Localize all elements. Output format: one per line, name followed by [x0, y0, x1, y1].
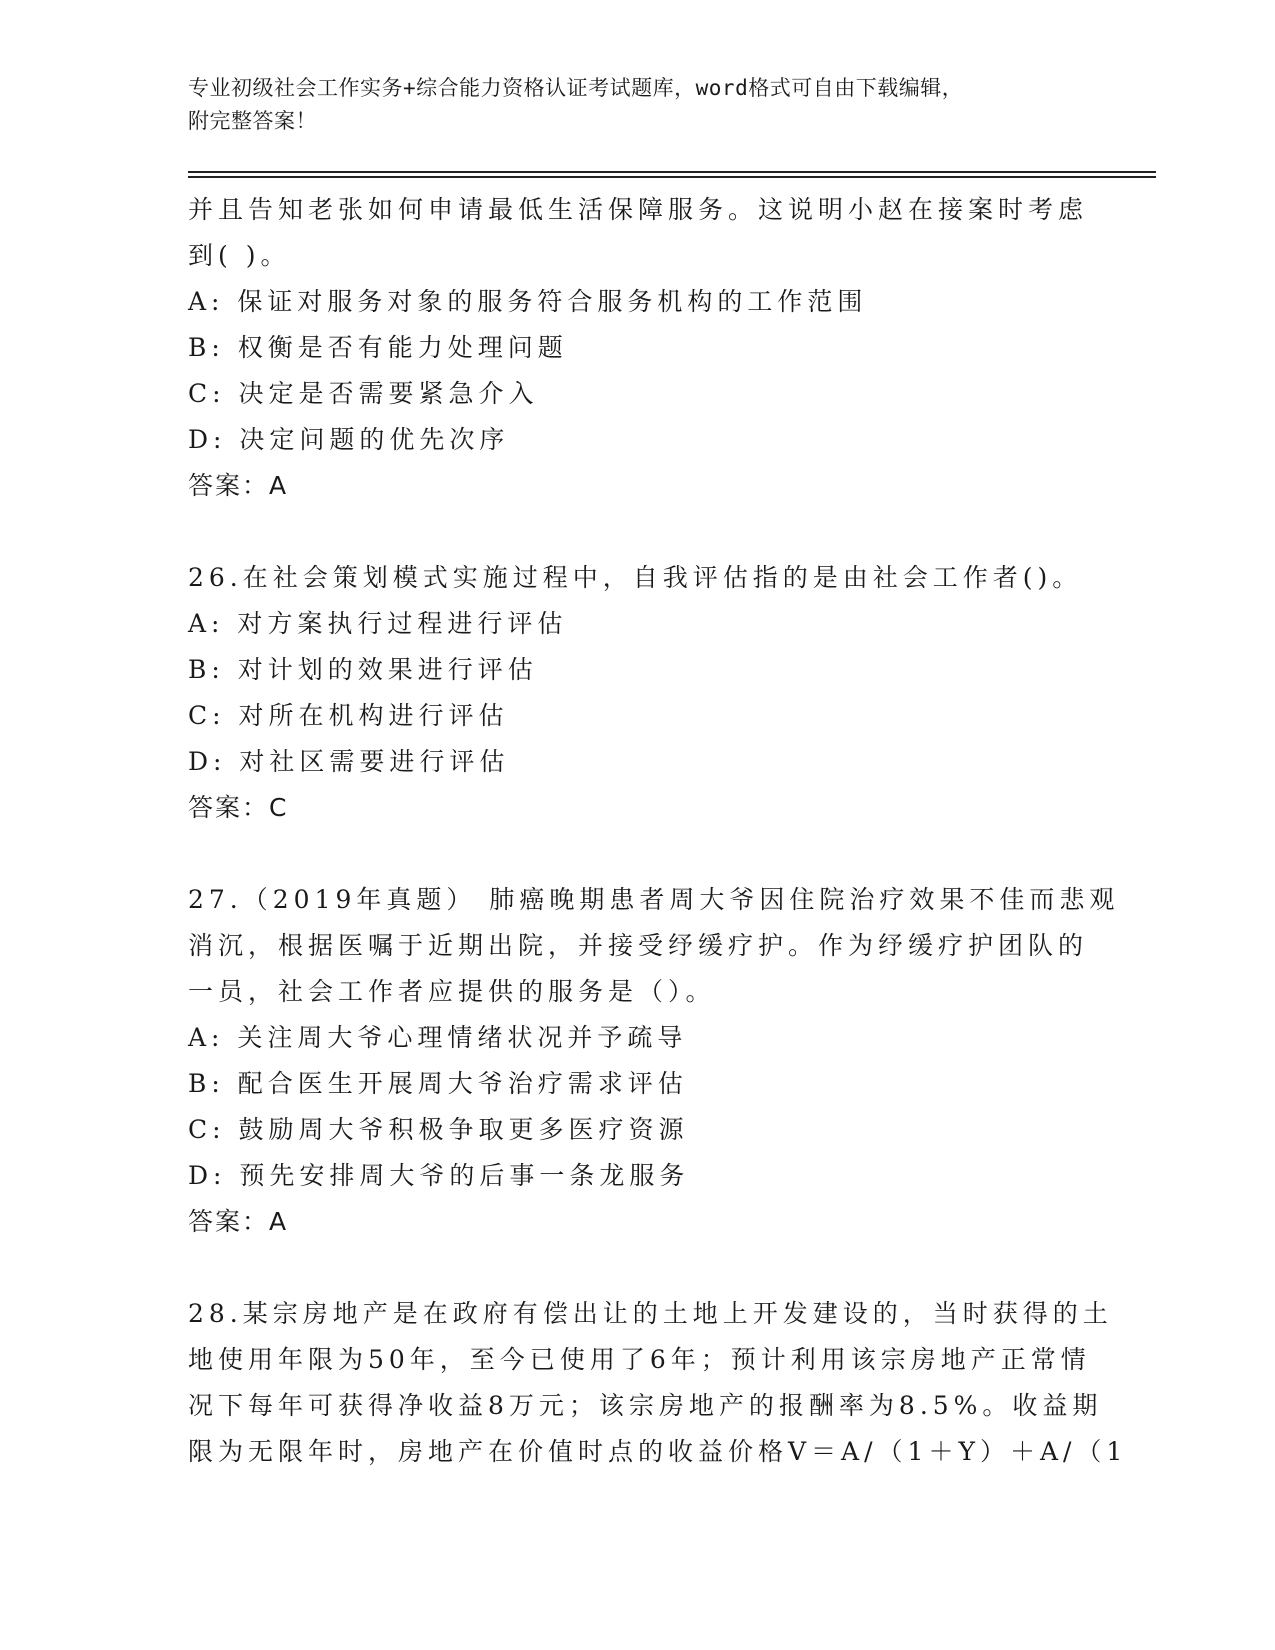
- answer-label: 答案：A: [188, 1207, 289, 1236]
- option-b: B: 配合医生开展周大爷治疗需求评估: [188, 1069, 688, 1098]
- spacer: [188, 509, 1088, 555]
- question-stem: 28.某宗房地产是在政府有偿出让的土地上开发建设的，当时获得的土: [188, 1299, 1113, 1328]
- option-c: C: 决定是否需要紧急介入: [188, 379, 539, 408]
- answer-label: 答案：C: [188, 793, 289, 822]
- option-c: C: 鼓励周大爷积极争取更多医疗资源: [188, 1115, 689, 1144]
- question-stem: 26.在社会策划模式实施过程中，自我评估指的是由社会工作者()。: [188, 563, 1083, 592]
- option-b: B: 对计划的效果进行评估: [188, 655, 538, 684]
- question-25: [188, 187, 1088, 509]
- option-d: D: 对社区需要进行评估: [188, 747, 510, 776]
- question-stem: 限为无限年时，房地产在价值时点的收益价格V＝A/（1＋Y）＋A/（1: [188, 1437, 1128, 1466]
- document-body: [188, 187, 1128, 1475]
- header-line-1: 专业初级社会工作实务+综合能力资格认证考试题库，word格式可自由下载编辑，: [188, 76, 964, 100]
- question-stem: 况下每年可获得净收益8万元；该宗房地产的报酬率为8.5%。收益期: [188, 1391, 1103, 1420]
- question-stem: 到( )。: [188, 241, 291, 270]
- option-a: A: 保证对服务对象的服务符合服务机构的工作范围: [188, 287, 868, 316]
- header-rule-bottom: [188, 176, 1156, 178]
- question-stem: 一员，社会工作者应提供的服务是（）。: [188, 977, 716, 1006]
- answer-label: 答案：A: [188, 471, 289, 500]
- question-27: [188, 877, 1120, 1245]
- spacer: [188, 1245, 1088, 1291]
- question-stem: 并且告知老张如何申请最低生活保障服务。这说明小赵在接案时考虑: [188, 195, 1089, 224]
- question-stem: 27.（2019年真题） 肺癌晚期患者周大爷因住院治疗效果不佳而悲观: [188, 885, 1120, 914]
- option-a: A: 关注周大爷心理情绪状况并予疏导: [188, 1023, 688, 1052]
- option-d: D: 决定问题的优先次序: [188, 425, 510, 454]
- option-a: A: 对方案执行过程进行评估: [188, 609, 568, 638]
- option-d: D: 预先安排周大爷的后事一条龙服务: [188, 1161, 690, 1190]
- header-line-2: 附完整答案！: [188, 109, 317, 133]
- option-b: B: 权衡是否有能力处理问题: [188, 333, 568, 362]
- question-stem: 消沉，根据医嘱于近期出院，并接受纾缓疗护。作为纾缓疗护团队的: [188, 931, 1089, 960]
- question-26: [188, 555, 1088, 831]
- header-rule-top: [188, 171, 1156, 173]
- option-c: C: 对所在机构进行评估: [188, 701, 509, 730]
- question-stem: 地使用年限为50年，至今已使用了6年；预计利用该宗房地产正常情: [188, 1345, 1091, 1374]
- document-header: [188, 72, 1078, 138]
- spacer: [188, 831, 1088, 877]
- question-28: [188, 1291, 1128, 1475]
